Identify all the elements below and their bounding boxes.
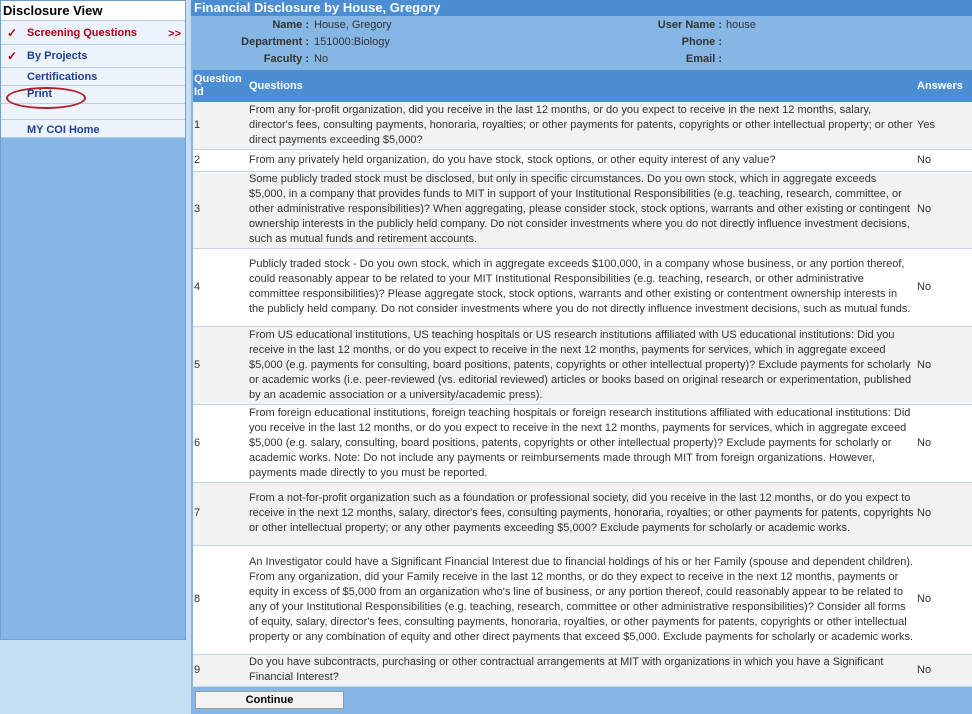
answer-cell: No — [916, 404, 972, 482]
sidebar-item-certifications[interactable] — [1, 68, 185, 86]
column-header-answers: Answers — [916, 70, 972, 102]
question-text-cell: An Investigator could have a Significant Financial Interest due to financial holdings of his or her Family (spouse and dependent children). From any organization, did your Family receive in the last 12 months, or do they expect to receive in the next 12 months, payments or equity in excess of $5,000 from an organization who's line of business, or any portion thereof, could reasonably appear to be related to any of your Institutional Responsibilities (e.g. teaching, research, committee or other administrative responsibilities)? Consider all forms of equity, salary, director's fees, consulting payments, honoraria, royalties, or other payments for patents, copyrights or other intellectual property or any combination of equity and other direct payments that exceed $5,000. Exclude payments for scholarly or academic works. — [248, 545, 916, 654]
sidebar-item-screening-questions[interactable] — [1, 21, 185, 45]
table-row — [193, 482, 972, 545]
table-header-row — [193, 70, 972, 102]
table-row — [193, 149, 972, 171]
phone-label: Phone : — [681, 36, 722, 48]
checkmark-icon: ✓ — [7, 49, 18, 63]
name-value: House, Gregory — [314, 19, 392, 31]
answer-cell: No — [916, 482, 972, 545]
department-label: Department : — [241, 36, 309, 48]
question-text-cell: From a not-for-profit organization such as a foundation or professional society, did you receive in the last 12 months, or do you expect to receive in the next 12 months, salary, director's fees, consulting payments, honoraria, royalties; or other payments for patents, copyrights or other intellectual property; or any other payments exceeding $5,000? Exclude payments for scholarly or academic works. — [248, 482, 916, 545]
question-id-cell: 6 — [193, 404, 248, 482]
sidebar-item-label: Screening Questions — [27, 27, 138, 39]
left-sidebar — [0, 0, 188, 714]
sidebar-item-label: By Projects — [27, 50, 88, 62]
department-value: 151000:Biology — [314, 36, 390, 48]
table-row — [193, 102, 972, 149]
page-title: Financial Disclosure by House, Gregory — [191, 0, 972, 16]
sidebar-title: Disclosure View — [1, 1, 185, 21]
checkmark-icon: ✓ — [7, 26, 18, 40]
column-header-questions: Questions — [248, 70, 916, 102]
main-panel — [191, 0, 972, 714]
table-row — [193, 171, 972, 248]
table-row — [193, 545, 972, 654]
answer-cell: No — [916, 326, 972, 404]
screening-questions-table — [193, 70, 972, 687]
question-id-cell: 1 — [193, 102, 248, 149]
continue-button[interactable]: Continue — [195, 691, 344, 709]
sidebar-item-by-projects[interactable] — [1, 45, 185, 68]
question-id-cell: 3 — [193, 171, 248, 248]
user-info-section — [191, 16, 972, 70]
answer-cell: No — [916, 171, 972, 248]
sidebar-item-my-coi-home[interactable] — [1, 120, 185, 138]
question-text-cell: From any privately held organization, do you have stock, stock options, or other equity interest of any value? — [248, 149, 916, 171]
table-row — [193, 404, 972, 482]
answer-cell: No — [916, 654, 972, 686]
question-id-cell: 2 — [193, 149, 248, 171]
question-text-cell: From foreign educational institutions, foreign teaching hospitals or foreign research institutions affiliated with educational institutions: Did you receive in the last 12 months, or do you expect to receive in the next 12 months, payments for services, which in aggregate exceed $5,000 (e.g. salary, consulting, board positions, patents, copyrights or other intellectual property)? Exclude payments for scholarly or academic works. Note: Do not include any payments or reimbursements made through MIT from foreign organizations. However, payments made directly to you must be reported. — [248, 404, 916, 482]
question-id-cell: 8 — [193, 545, 248, 654]
question-text-cell: Do you have subcontracts, purchasing or other contractual arrangements at MIT with organizations in which you have a Significant Financial Interest? — [248, 654, 916, 686]
sidebar-item-label: Print — [27, 88, 53, 100]
question-text-cell: From US educational institutions, US teaching hospitals or US research institutions affiliated with US educational institutions: Did you receive in the last 12 months, or do you expect to receive in the next 12 months, payments for services, which in aggregate exceed $5,000 (e.g. payments for consulting, board positions, patents, copyrights or other intellectual property)? Exclude payments for scholarly or academic works (i.e. peer-reviewed (vs. editorial reviewed) articles or books based on original research or experimentation, published by an academic association or a university/academic press). — [248, 326, 916, 404]
user-name-label: User Name : — [657, 19, 722, 31]
table-row — [193, 654, 972, 686]
faculty-value: No — [314, 53, 329, 65]
email-label: Email : — [685, 53, 722, 65]
column-header-question-id: Question Id — [193, 70, 248, 102]
question-id-cell: 7 — [193, 482, 248, 545]
answer-cell: No — [916, 149, 972, 171]
question-id-cell: 4 — [193, 248, 248, 326]
info-row — [191, 17, 972, 34]
question-text-cell: Some publicly traded stock must be disclosed, but only in specific circumstances. Do you own stock, which in aggregate exceeds $5,000, in a company that provides funds to MIT in support of your Institutional Responsibilities (e.g. teaching, research, committee, or other administrative responsibilities)? When aggregating, please consider stock, stock options, warrants and other existing or contingent ownership interests in the publicly held company. Do not consider investments where you do not directly influence investment decisions, such as mutual funds and retirement accounts. — [248, 171, 916, 248]
question-id-cell: 9 — [193, 654, 248, 686]
table-row — [193, 326, 972, 404]
sidebar-item-label: MY COI Home — [27, 124, 100, 136]
sidebar-item-label: Certifications — [27, 71, 98, 83]
question-text-cell: Publicly traded stock - Do you own stock, which in aggregate exceeds $100,000, in a company whose business, or any portion thereof, could reasonably appear to be related to your MIT Institutional Responsibilities (e.g. teaching, research, or other administrative committee responsibilities)? Please aggregate stock, stock options, warrants and other existing or contentment ownership interests in the publicly held company. Do not consider investments where you do not directly influence investment decisions, such as mutual funds. — [248, 248, 916, 326]
question-text-cell: From any for-profit organization, did you receive in the last 12 months, or do you expect to receive in the next 12 months, salary, director's fees, consulting payments, honoraria, royalties; or other payments for patents, copyrights or other intellectual property; or other direct payments exceeding $5,000? — [248, 102, 916, 149]
info-row — [191, 34, 972, 51]
double-chevron-right-icon: >> — [168, 28, 181, 40]
answer-cell: No — [916, 248, 972, 326]
answer-cell: Yes — [916, 102, 972, 149]
question-id-cell: 5 — [193, 326, 248, 404]
info-row — [191, 51, 972, 68]
table-row — [193, 248, 972, 326]
annotation-highlight-circle — [6, 87, 86, 109]
faculty-label: Faculty : — [263, 53, 309, 65]
user-name-value: house — [726, 19, 756, 31]
answer-cell: No — [916, 545, 972, 654]
name-label: Name : — [272, 19, 309, 31]
